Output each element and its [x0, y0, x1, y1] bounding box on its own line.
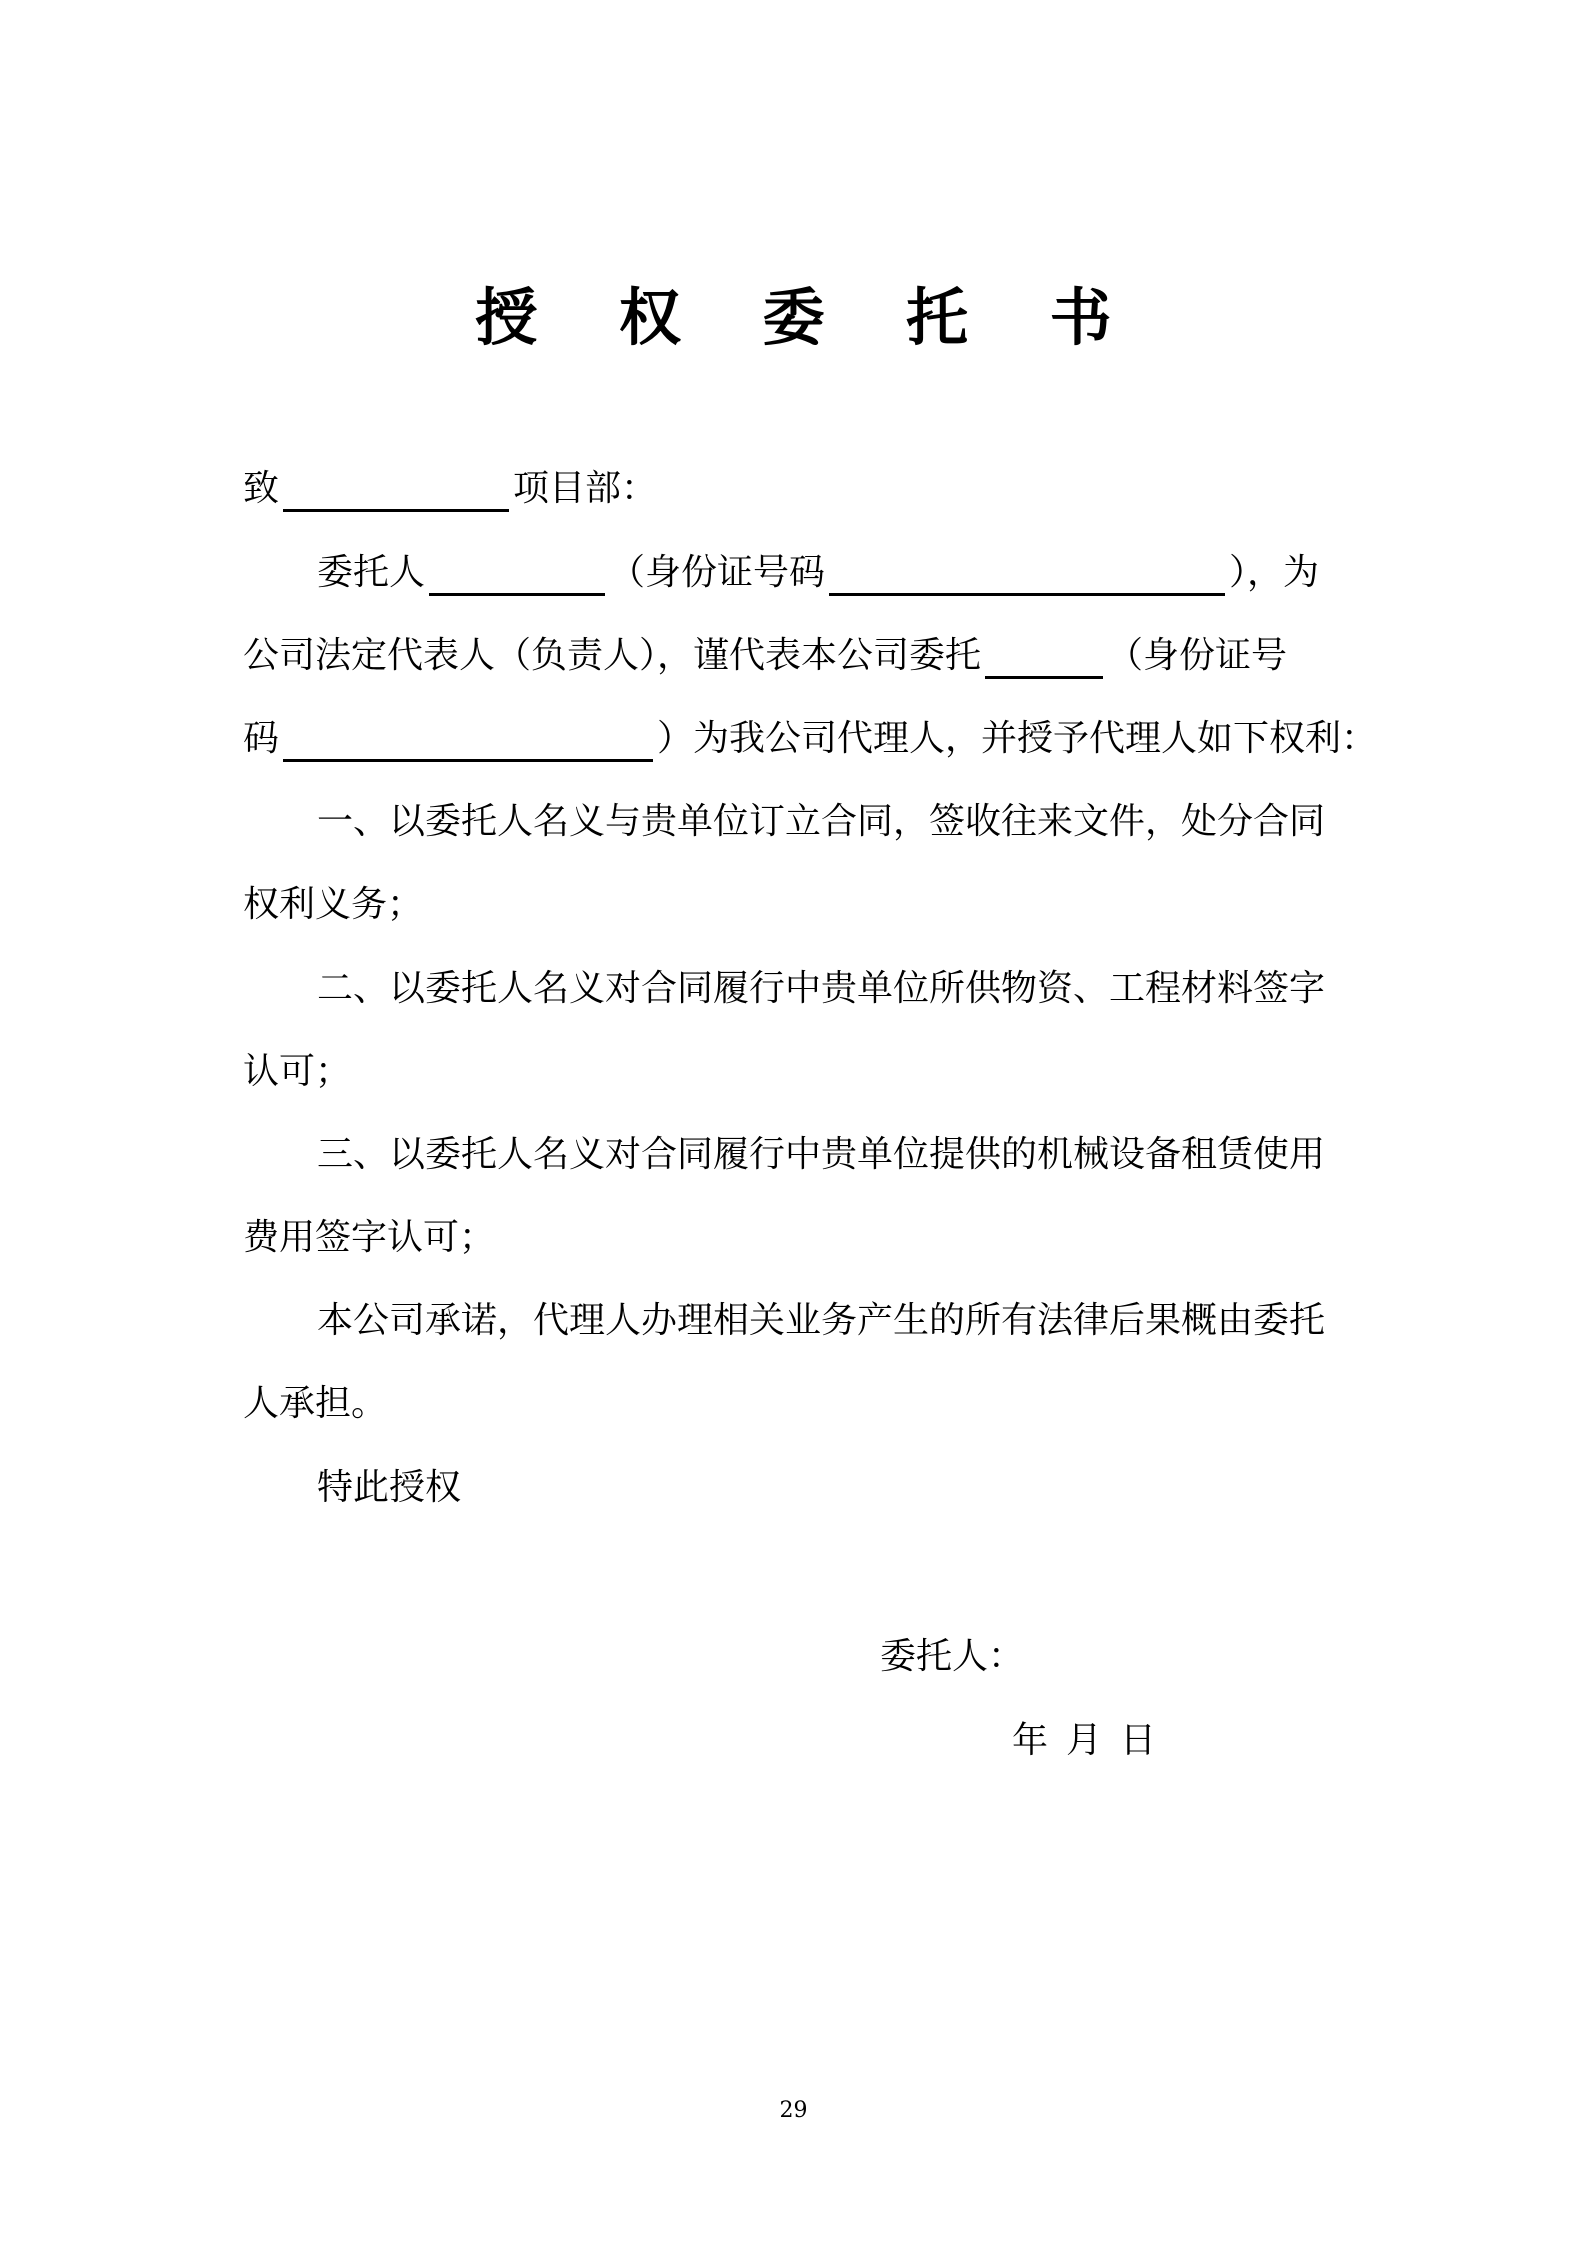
agent-name-blank[interactable]	[985, 636, 1103, 679]
paragraph1-line3	[243, 716, 1378, 762]
principal-label: 委托人	[317, 552, 426, 593]
closing-text: 特此授权	[317, 1467, 462, 1508]
commitment-line2: 人承担。	[243, 1383, 388, 1424]
paragraph1-line2	[243, 633, 1355, 679]
item2-line1: 二、以委托人名义对合同履行中贵单位所供物资、工程材料签字	[317, 968, 1326, 1009]
date-day: 日	[1120, 1720, 1157, 1761]
document-title: 授 权 委 托 书	[475, 281, 1142, 354]
agent-id-label: （身份证号	[1107, 635, 1288, 676]
addressee-suffix: 项目部：	[513, 468, 658, 509]
principal-id-close: ），为	[1229, 552, 1320, 593]
addressee-line	[243, 466, 1355, 512]
addressee-prefix: 致	[243, 468, 280, 509]
item1-line2: 权利义务；	[243, 884, 424, 925]
project-blank[interactable]	[283, 469, 509, 512]
agent-grant-text: ）为我公司代理人，并授予代理人如下权利：	[657, 718, 1378, 759]
item2-line2: 认可；	[243, 1051, 352, 1092]
item3-line2: 费用签字认可；	[243, 1217, 496, 1258]
principal-id-label: （身份证号码	[609, 552, 826, 593]
paragraph1-line1	[243, 550, 1355, 596]
agent-id-blank[interactable]	[283, 719, 653, 762]
date-month: 月	[1066, 1720, 1103, 1761]
item3-line1: 三、以委托人名义对合同履行中贵单位提供的机械设备租赁使用	[317, 1134, 1326, 1175]
principal-name-blank[interactable]	[429, 553, 605, 596]
signature-label: 委托人：	[880, 1636, 1025, 1677]
item1-line1: 一、以委托人名义与贵单位订立合同，签收往来文件，处分合同	[317, 801, 1326, 842]
signature-date	[1012, 1718, 1174, 1764]
date-year: 年	[1012, 1720, 1049, 1761]
page-number: 29	[779, 2098, 808, 2123]
commitment-line1: 本公司承诺，代理人办理相关业务产生的所有法律后果概由委托	[317, 1300, 1326, 1341]
legal-rep-text: 公司法定代表人（负责人），谨代表本公司委托	[243, 635, 982, 676]
principal-id-blank[interactable]	[829, 553, 1225, 596]
agent-id-label-cont: 码	[243, 718, 280, 759]
